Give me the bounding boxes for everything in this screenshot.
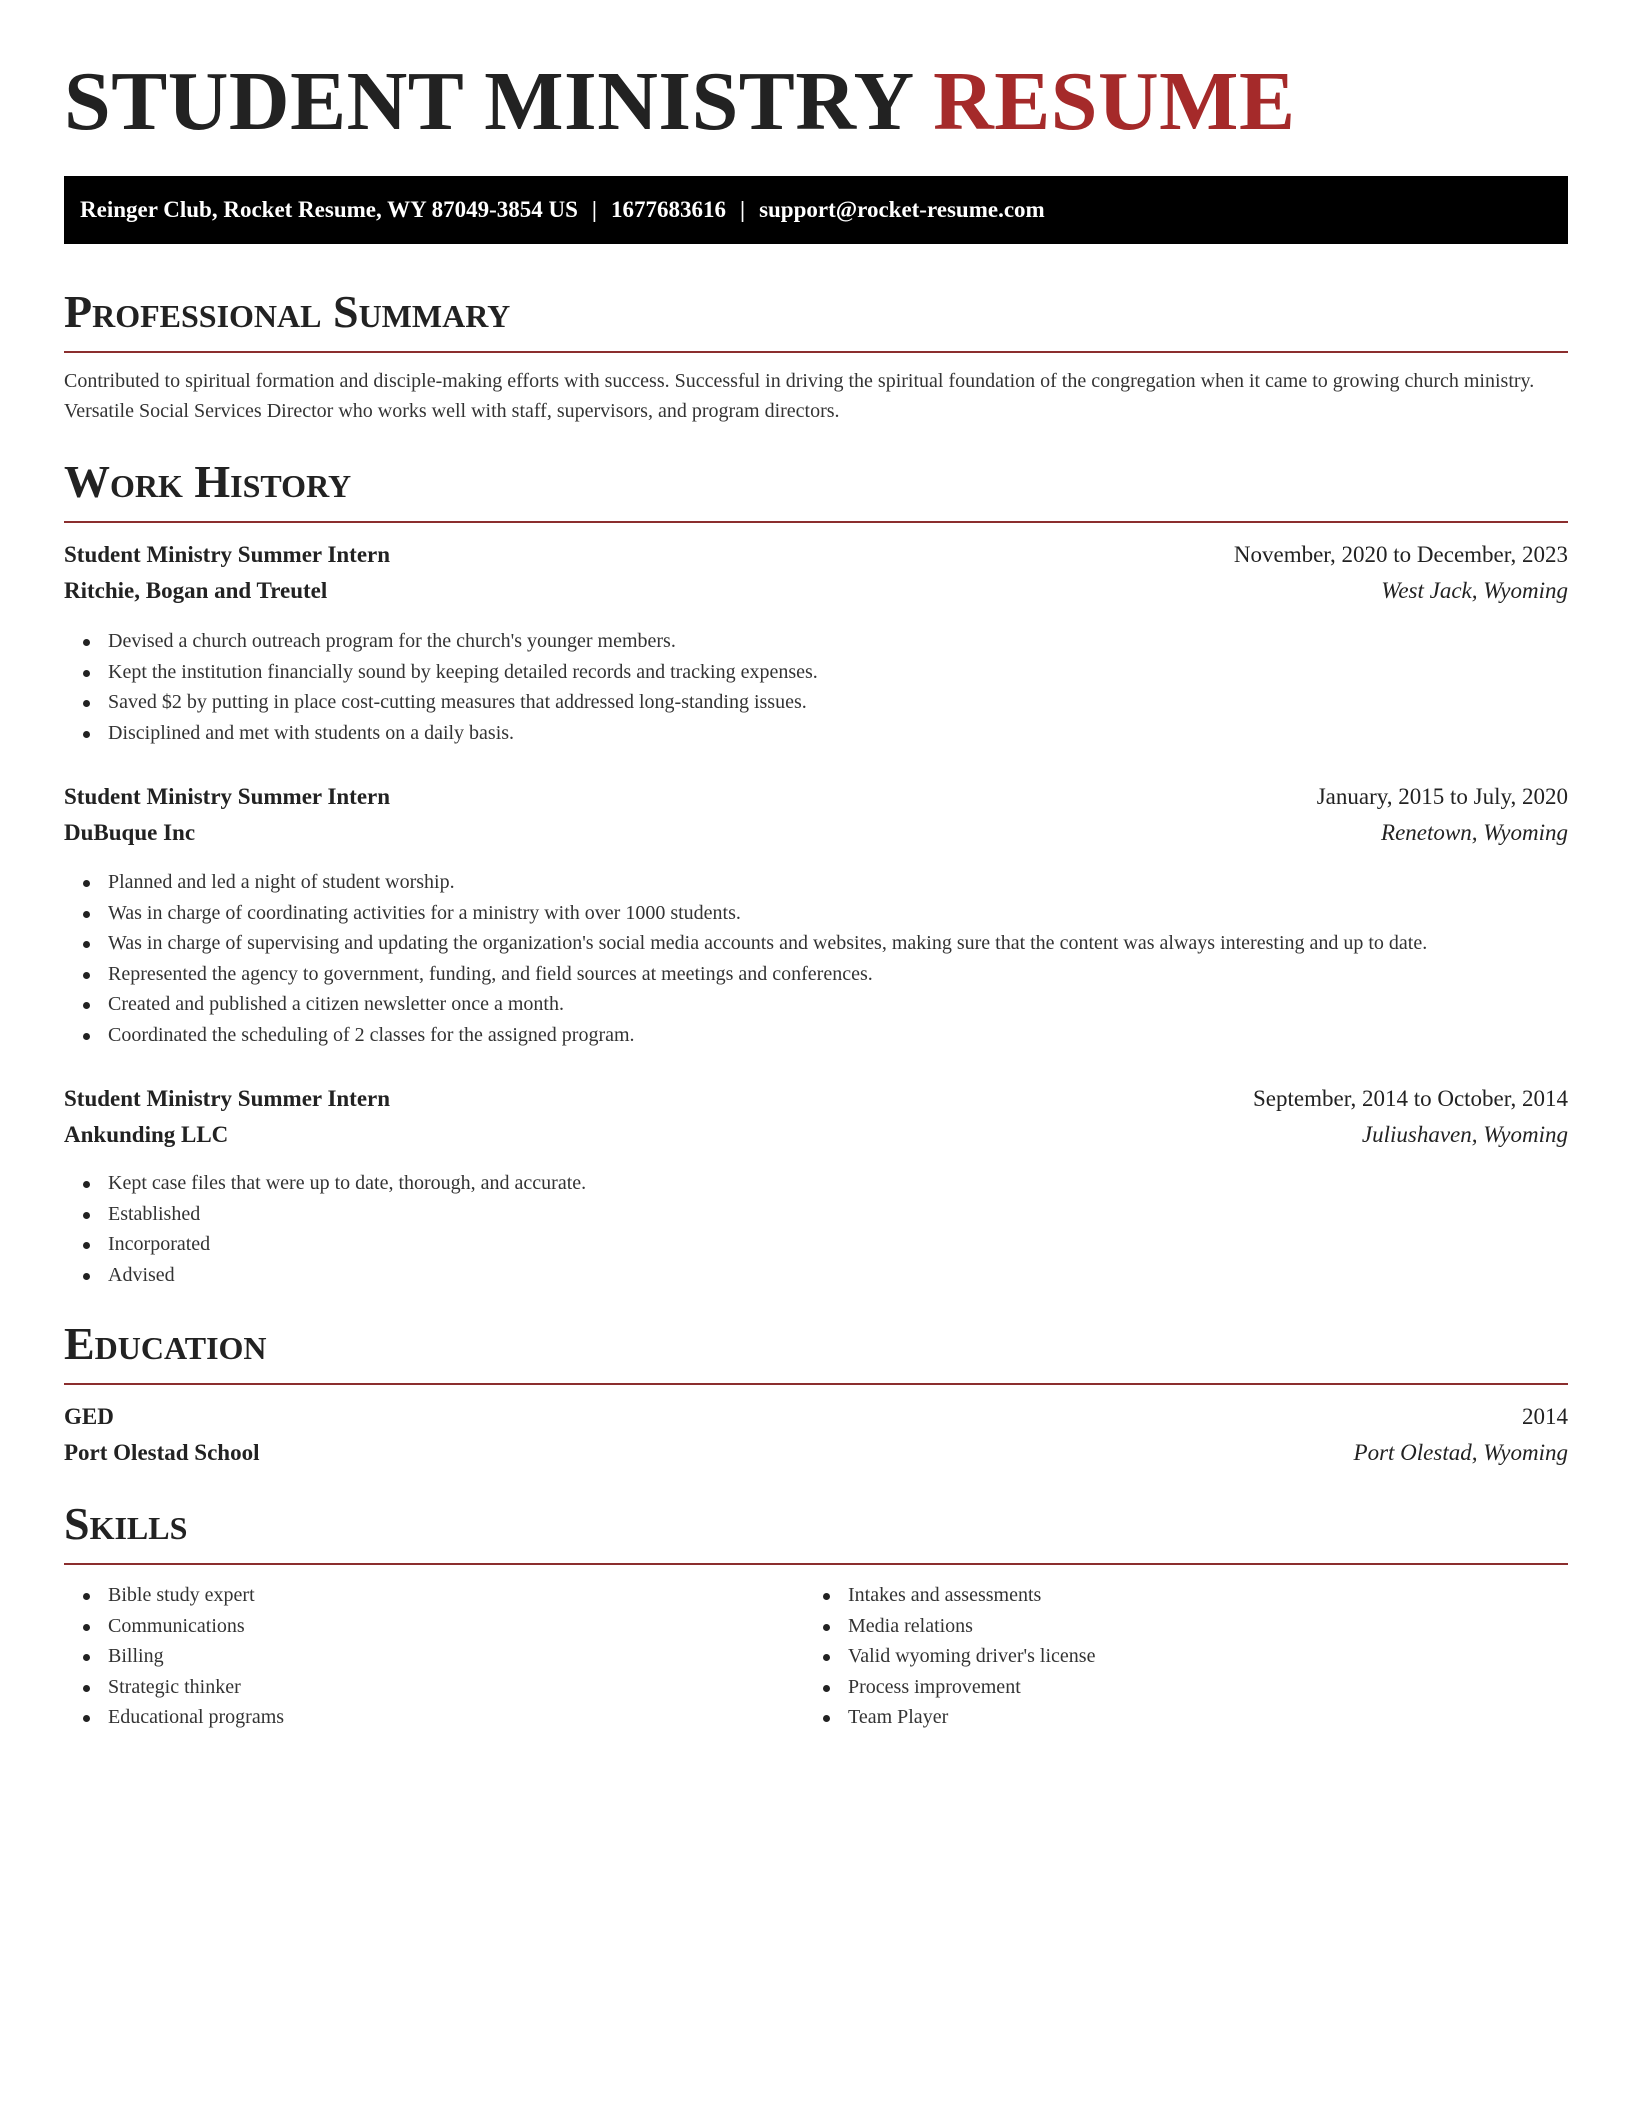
skill-item: Process improvement: [804, 1672, 1504, 1703]
list-item: Was in charge of supervising and updating the organization's social media accounts and websites, making sure that the content was always interesting and up to date.: [64, 928, 1568, 959]
skill-item: Intakes and assessments: [804, 1580, 1504, 1611]
job-title-row: [64, 1082, 1568, 1116]
list-item: Was in charge of coordinating activities for a ministry with over 1000 students.: [64, 898, 1568, 929]
job-title: Student Ministry Summer Intern: [64, 1086, 391, 1111]
list-item: Kept case files that were up to date, thorough, and accurate.: [64, 1168, 1568, 1199]
job-company-row: [64, 1118, 1568, 1152]
skill-item: Strategic thinker: [64, 1672, 764, 1703]
list-item: Planned and led a night of student worship.: [64, 867, 1568, 898]
summary-divider: [64, 351, 1568, 353]
job-duties-list: [64, 1168, 1568, 1290]
job-dates: September, 2014 to October, 2014: [1253, 1086, 1568, 1111]
list-item: Created and published a citizen newsletter once a month.: [64, 989, 1568, 1020]
skill-item: Bible study expert: [64, 1580, 764, 1611]
resume-title: [64, 52, 1295, 152]
contact-address: Reinger Club, Rocket Resume, WY 87049-3854 US: [80, 197, 578, 222]
work-heading: Work History: [64, 456, 352, 507]
list-item: Disciplined and met with students on a daily basis.: [64, 718, 1568, 749]
contact-bar: [64, 176, 1568, 244]
skills-list-left: [64, 1580, 764, 1733]
education-heading: Education: [64, 1318, 267, 1369]
summary-heading: Professional Summary: [64, 286, 511, 337]
job-duties-list: [64, 867, 1568, 1050]
job-location: West Jack, Wyoming: [1381, 578, 1568, 603]
skills-list-right: [804, 1580, 1504, 1733]
list-item: Represented the agency to government, funding, and field sources at meetings and conferences.: [64, 959, 1568, 990]
title-main: STUDENT MINISTRY: [64, 55, 912, 148]
job-location: Juliushaven, Wyoming: [1361, 1122, 1568, 1147]
skill-item: Valid wyoming driver's license: [804, 1641, 1504, 1672]
job-title: Student Ministry Summer Intern: [64, 784, 391, 809]
education-school-row: [64, 1436, 1568, 1470]
job-company: Ankunding LLC: [64, 1122, 229, 1147]
job-title-row: [64, 538, 1568, 572]
contact-separator: |: [591, 197, 597, 222]
skill-item: Communications: [64, 1611, 764, 1642]
contact-phone: 1677683616: [610, 197, 726, 222]
job-company-row: [64, 574, 1568, 608]
title-accent: RESUME: [933, 55, 1296, 148]
skills-divider: [64, 1563, 1568, 1565]
job-company: Ritchie, Bogan and Treutel: [64, 578, 328, 603]
list-item: Saved $2 by putting in place cost-cutting measures that addressed long-standing issues.: [64, 687, 1568, 718]
job-dates: November, 2020 to December, 2023: [1233, 542, 1568, 567]
job-location: Renetown, Wyoming: [1381, 820, 1568, 845]
education-location: Port Olestad, Wyoming: [1353, 1440, 1568, 1465]
list-item: Devised a church outreach program for the church's younger members.: [64, 626, 1568, 657]
skill-item: Media relations: [804, 1611, 1504, 1642]
job-duties-list: [64, 626, 1568, 748]
education-year: 2014: [1522, 1404, 1568, 1429]
list-item: Established: [64, 1199, 1568, 1230]
job-company: DuBuque Inc: [64, 820, 196, 845]
education-school: Port Olestad School: [64, 1440, 260, 1465]
contact-separator: |: [739, 197, 746, 222]
skill-item: Team Player: [804, 1702, 1504, 1733]
summary-text: Contributed to spiritual formation and disciple-making efforts with success. Successful in driving the spiritual foundation of the congregation when it came to growing church ministry. Versatile Social Services Director who works well with staff, supervisors, and program directors.: [64, 370, 1535, 422]
education-degree-row: [64, 1400, 1568, 1434]
education-degree: GED: [64, 1404, 114, 1429]
skill-item: Educational programs: [64, 1702, 764, 1733]
contact-email: support@rocket-resume.com: [759, 197, 1045, 222]
list-item: Kept the institution financially sound by keeping detailed records and tracking expenses.: [64, 657, 1568, 688]
list-item: Advised: [64, 1260, 1568, 1291]
job-dates: January, 2015 to July, 2020: [1316, 784, 1568, 809]
list-item: Incorporated: [64, 1229, 1568, 1260]
education-divider: [64, 1383, 1568, 1385]
skills-heading: Skills: [64, 1498, 188, 1549]
skill-item: Billing: [64, 1641, 764, 1672]
work-divider: [64, 521, 1568, 523]
job-title-row: [64, 780, 1568, 814]
job-company-row: [64, 816, 1568, 850]
job-title: Student Ministry Summer Intern: [64, 542, 391, 567]
list-item: Coordinated the scheduling of 2 classes for the assigned program.: [64, 1020, 1568, 1051]
